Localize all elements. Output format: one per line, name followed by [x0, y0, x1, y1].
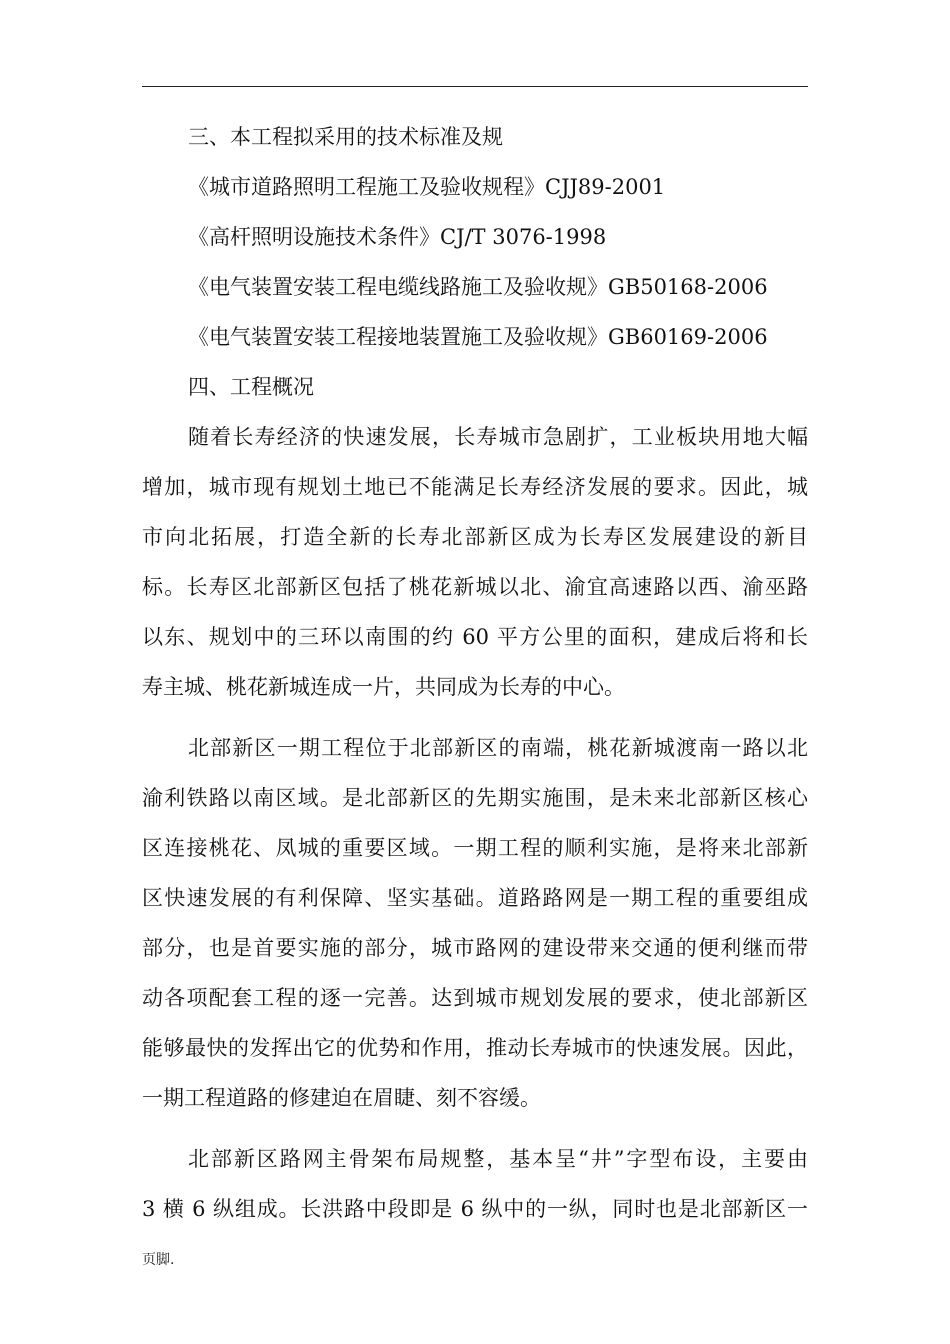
paragraph-line: 渝利铁路以南区域。是北部新区的先期实施围，是未来北部新区核心 [142, 786, 808, 810]
standard-item: 《电气装置安装工程接地装置施工及验收规》GB60169-2006 [188, 325, 768, 349]
paragraph-line: 动各项配套工程的逐一完善。达到城市规划发展的要求，使北部新区 [142, 986, 808, 1010]
standard-item: 《高杆照明设施技术条件》CJ/T 3076-1998 [188, 225, 607, 249]
paragraph-overview-2 [142, 723, 808, 1123]
paragraph-line: 部分，也是首要实施的部分，城市路网的建设带来交通的便利继而带 [142, 936, 808, 960]
document-body [142, 112, 808, 1234]
paragraph-overview-1 [142, 412, 808, 712]
paragraph-overview-3 [142, 1134, 808, 1234]
standard-item: 《电气装置安装工程电缆线路施工及验收规》GB50168-2006 [188, 275, 768, 299]
paragraph-line: 增加，城市现有规划土地已不能满足长寿经济发展的要求。因此，城 [142, 475, 808, 499]
paragraph-line: 标。长寿区北部新区包括了桃花新城以北、渝宜高速路以西、渝巫路 [142, 575, 808, 599]
header-rule [142, 86, 808, 87]
paragraph-line: 随着长寿经济的快速发展，长寿城市急剧扩，工业板块用地大幅 [188, 425, 808, 449]
standard-item: 《城市道路照明工程施工及验收规程》CJJ89-2001 [188, 175, 666, 199]
paragraph-line: 区快速发展的有利保障、坚实基础。道路路网是一期工程的重要组成 [142, 886, 808, 910]
paragraph-line: 市向北拓展，打造全新的长寿北部新区成为长寿区发展建设的新目 [142, 525, 808, 549]
paragraph-line: 以东、规划中的三环以南围的约 60 平方公里的面积，建成后将和长 [142, 625, 808, 649]
paragraph-line: 北部新区路网主骨架布局规整，基本呈“井”字型布设，主要由 [188, 1147, 808, 1171]
paragraph-line: 北部新区一期工程位于北部新区的南端，桃花新城渡南一路以北 [188, 736, 808, 760]
page-footer: 页脚. [142, 1252, 175, 1268]
paragraph-line: 3 横 6 纵组成。长洪路中段即是 6 纵中的一纵，同时也是北部新区一 [142, 1197, 808, 1221]
paragraph-line: 寿主城、桃花新城连成一片，共同成为长寿的中心。 [142, 675, 625, 699]
paragraph-line: 能够最快的发挥出它的优势和作用，推动长寿城市的快速发展。因此， [142, 1036, 808, 1060]
paragraph-line: 一期工程道路的修建迫在眉睫、刻不容缓。 [142, 1086, 541, 1110]
section-heading-overview: 四、工程概况 [188, 375, 314, 399]
paragraph-line: 区连接桃花、凤城的重要区域。一期工程的顺利实施，是将来北部新 [142, 836, 808, 860]
section-heading-standards: 三、本工程拟采用的技术标准及规 [188, 125, 503, 149]
